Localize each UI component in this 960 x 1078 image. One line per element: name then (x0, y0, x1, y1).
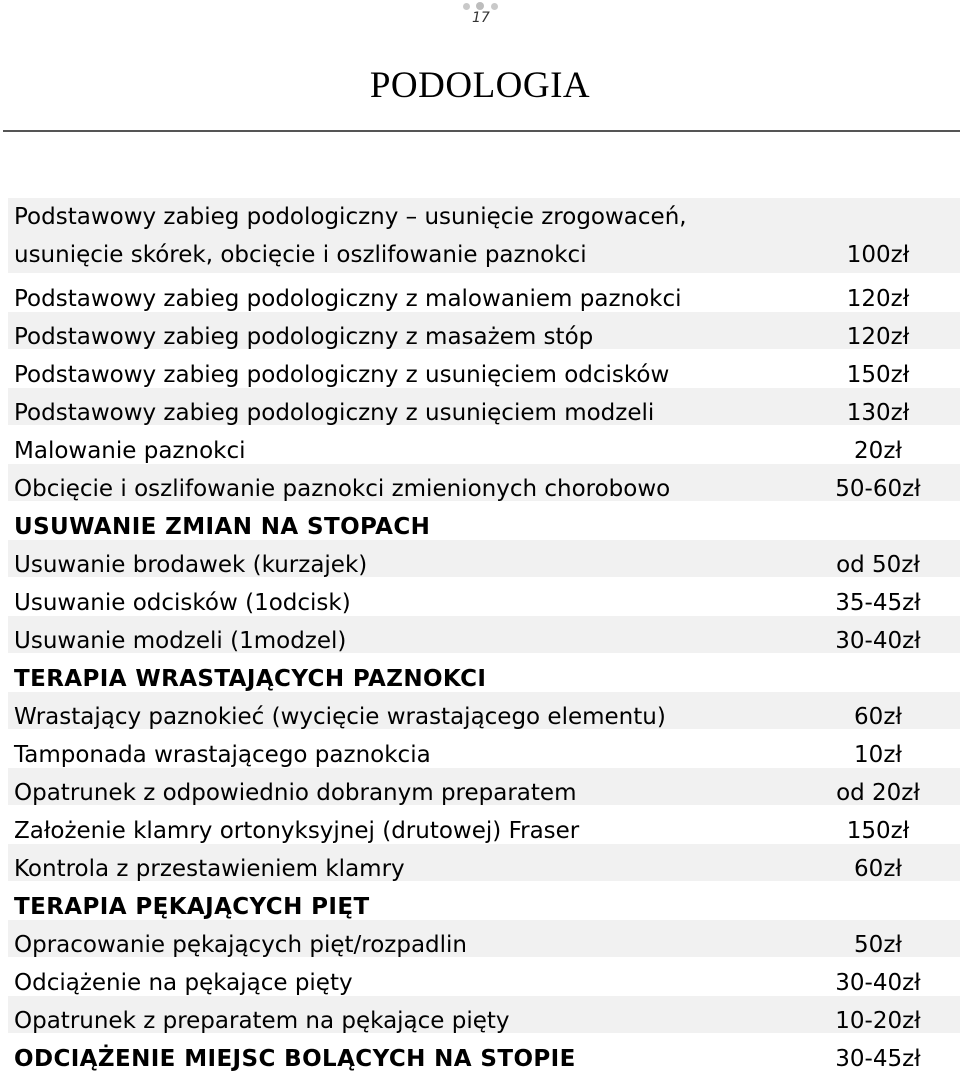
page-title: PODOLOGIA (369, 65, 591, 106)
service-price: 130zł (846, 400, 910, 426)
service-price: 30-40zł (835, 628, 921, 654)
service-price: 150zł (846, 818, 910, 844)
price-row (8, 198, 960, 274)
service-price: 20zł (854, 438, 902, 464)
service-name: Odciążenie na pękające pięty (14, 970, 353, 996)
service-price: 30-40zł (835, 970, 921, 996)
service-price: 100zł (846, 242, 910, 268)
price-row (8, 578, 960, 616)
service-name: Podstawowy zabieg podologiczny – usunięcie zrogowaceń, usunięcie skórek, obcięcie i oszlifowanie paznokci (14, 204, 687, 268)
service-price: od 50zł (836, 552, 920, 578)
service-name: Opatrunek z odpowiednio dobranym preparatem (14, 780, 577, 806)
price-row (8, 616, 960, 654)
price-row (8, 920, 960, 958)
section-heading: ODCIĄŻENIE MIEJSC BOLĄCYCH NA STOPIE (14, 1046, 576, 1072)
section-heading: TERAPIA WRASTAJĄCYCH PAZNOKCI (14, 666, 487, 692)
section-heading-row (8, 882, 960, 920)
service-name: Usuwanie odcisków (1odcisk) (14, 590, 351, 616)
service-price: 120zł (846, 286, 910, 312)
service-price: 30-45zł (835, 1046, 921, 1072)
page-number: 17 (472, 10, 490, 26)
price-row (8, 730, 960, 768)
service-price: 50zł (854, 932, 902, 958)
price-row (8, 312, 960, 350)
section-heading-row (8, 654, 960, 692)
service-name: Podstawowy zabieg podologiczny z masażem stóp (14, 324, 594, 350)
service-name: Malowanie paznokci (14, 438, 246, 464)
service-price: 35-45zł (835, 590, 921, 616)
service-name: Założenie klamry ortonyksyjnej (drutowej) Fraser (14, 818, 580, 844)
service-price: 150zł (846, 362, 910, 388)
price-row (8, 388, 960, 426)
section-heading: USUWANIE ZMIAN NA STOPACH (14, 514, 431, 540)
service-name: Opatrunek z preparatem na pękające pięty (14, 1008, 510, 1034)
service-name: Tamponada wrastającego paznokcia (14, 742, 431, 768)
price-row (8, 426, 960, 464)
service-name: Obcięcie i oszlifowanie paznokci zmienionych chorobowo (14, 476, 671, 502)
service-price: 120zł (846, 324, 910, 350)
title-divider (3, 130, 960, 132)
service-name: Podstawowy zabieg podologiczny z usunięciem modzeli (14, 400, 655, 426)
price-row (8, 996, 960, 1034)
price-row (8, 274, 960, 312)
price-row (8, 844, 960, 882)
service-name: Usuwanie brodawek (kurzajek) (14, 552, 368, 578)
service-price: 60zł (854, 856, 902, 882)
price-row (8, 692, 960, 730)
service-price: 60zł (854, 704, 902, 730)
price-row (8, 806, 960, 844)
service-price: 50-60zł (835, 476, 921, 502)
section-heading: TERAPIA PĘKAJĄCYCH PIĘT (14, 894, 370, 920)
price-row (8, 464, 960, 502)
price-list (8, 198, 960, 1072)
price-row (8, 540, 960, 578)
service-name: Kontrola z przestawieniem klamry (14, 856, 405, 882)
service-name: Podstawowy zabieg podologiczny z usunięciem odcisków (14, 362, 670, 388)
service-price: 10zł (854, 742, 902, 768)
price-row (8, 958, 960, 996)
section-heading-row (8, 502, 960, 540)
service-name: Opracowanie pękających pięt/rozpadlin (14, 932, 467, 958)
price-row (8, 350, 960, 388)
service-price: 10-20zł (835, 1008, 921, 1034)
section-heading-row (8, 1034, 960, 1072)
service-price: od 20zł (836, 780, 920, 806)
price-row (8, 768, 960, 806)
service-name: Wrastający paznokieć (wycięcie wrastającego elementu) (14, 704, 666, 730)
service-name: Podstawowy zabieg podologiczny z malowaniem paznokci (14, 286, 682, 312)
service-name: Usuwanie modzeli (1modzel) (14, 628, 347, 654)
